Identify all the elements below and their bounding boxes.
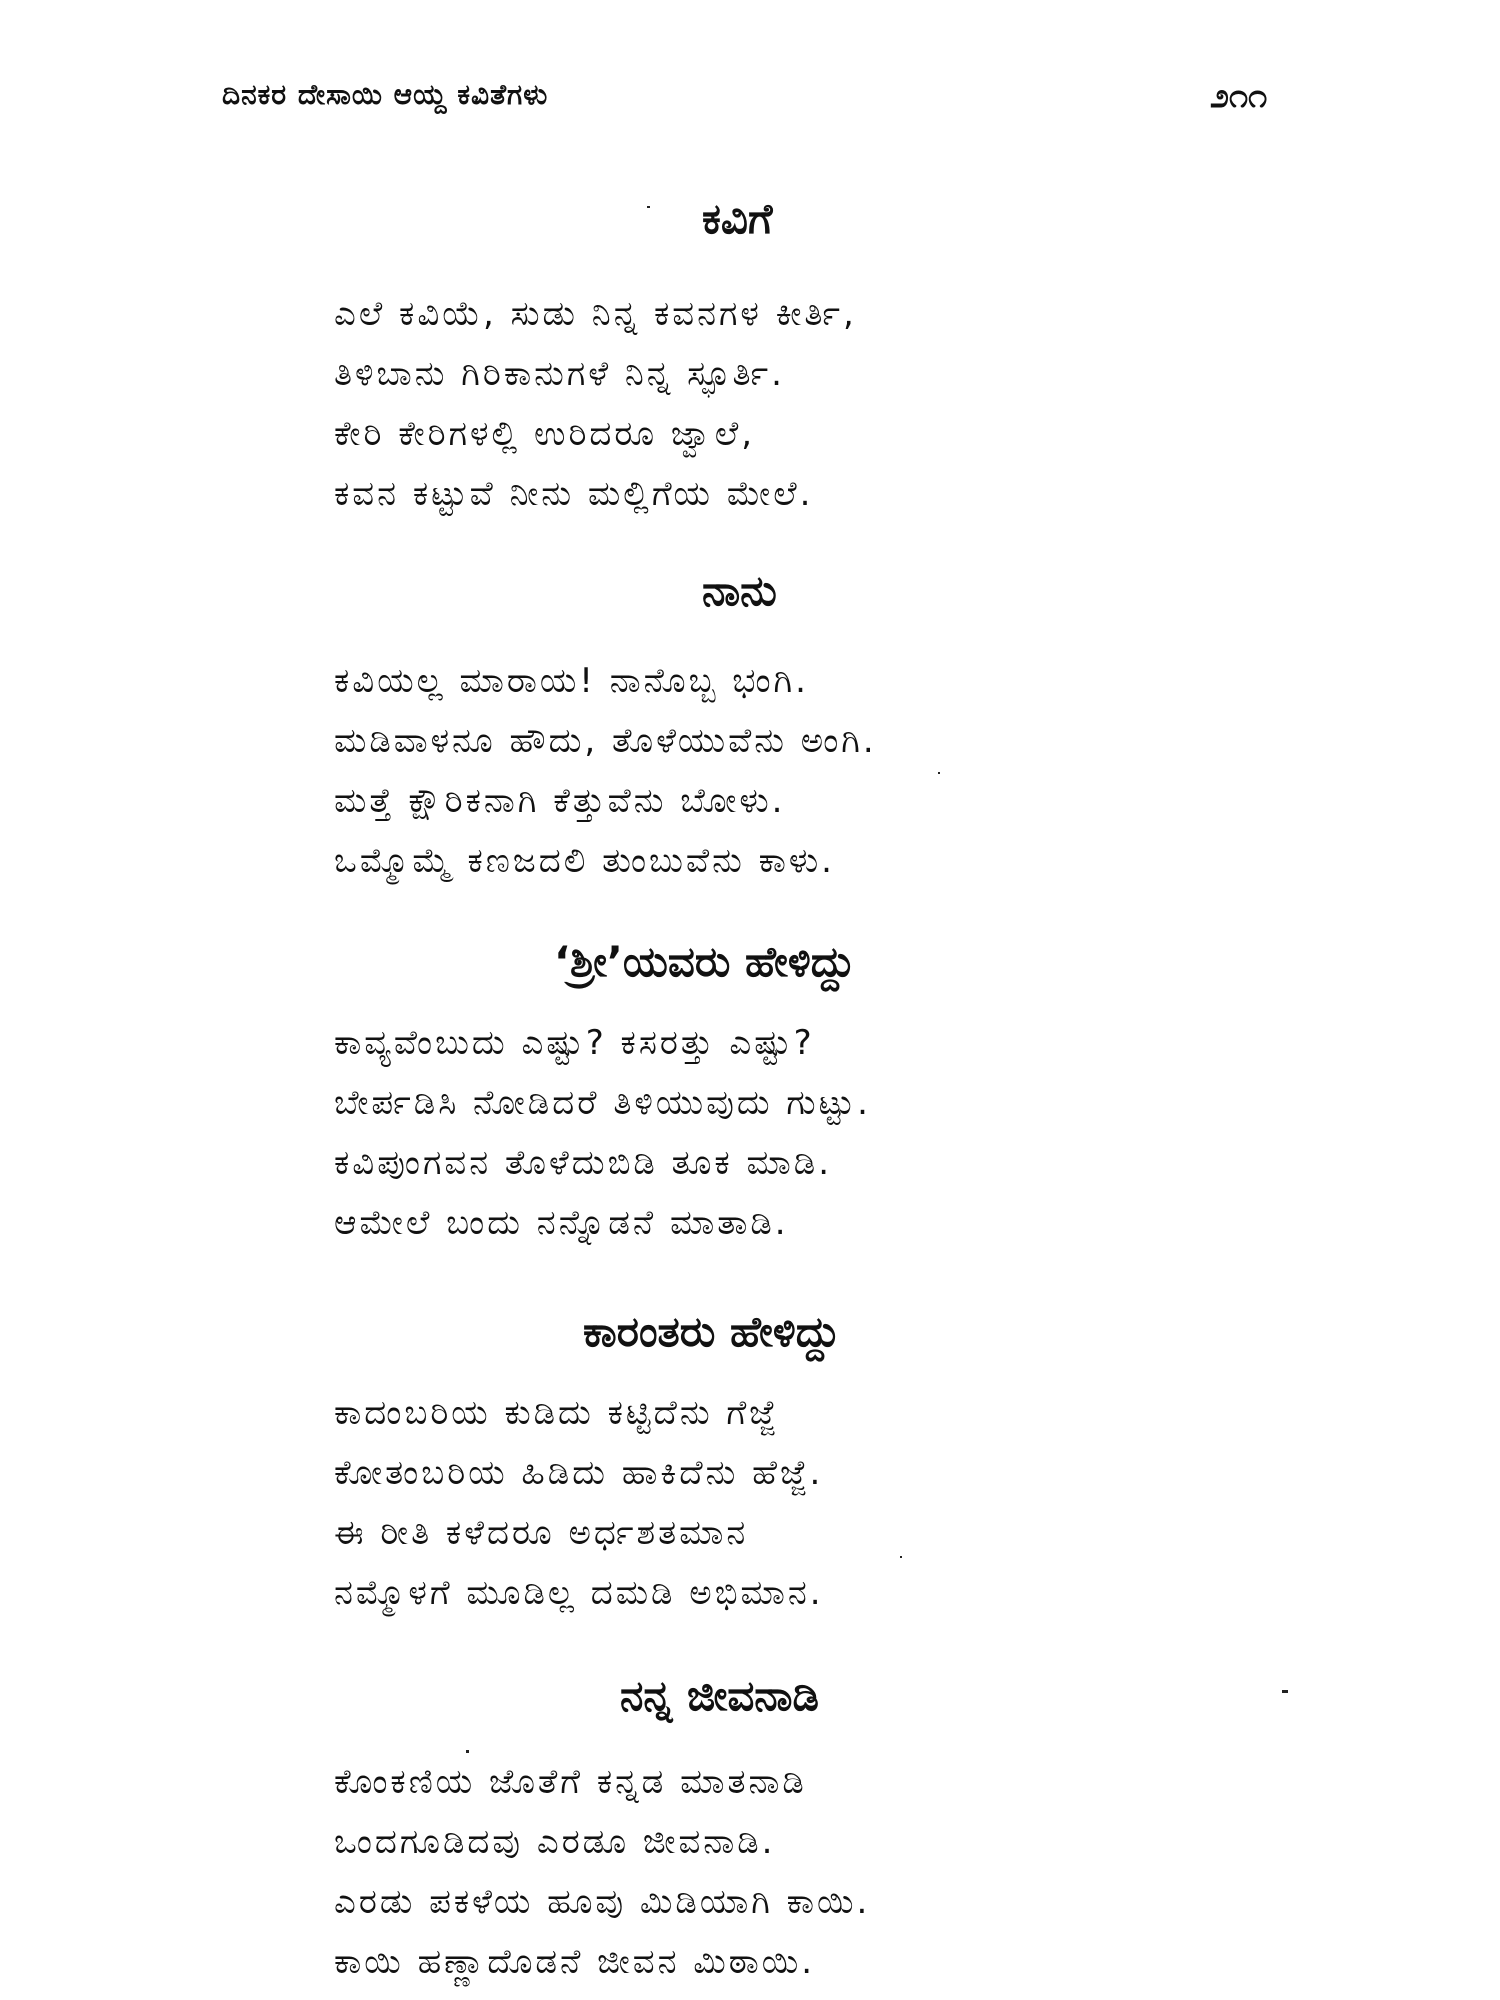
poem-line: ತಿಳಿಬಾನು ಗಿರಿಕಾನುಗಳೆ ನಿನ್ನ ಸ್ಫೂರ್ತಿ. <box>334 354 785 394</box>
poem-title: ಕವಿಗೆ <box>702 194 773 243</box>
poem-title: ನಾನು <box>702 566 777 615</box>
page-number: ೨೧೧ <box>1210 76 1268 116</box>
running-head: ದಿನಕರ ದೇಸಾಯಿ ಆಯ್ದ ಕವಿತೆಗಳು <box>222 78 549 111</box>
poem-line: ಒಂದಗೂಡಿದವು ಎರಡೂ ಜೀವನಾಡಿ. <box>334 1822 776 1862</box>
poem-line: ಕಾಯಿ ಹಣ್ಣಾದೊಡನೆ ಜೀವನ ಮಿಠಾಯಿ. <box>334 1942 816 1982</box>
poem-line: ಮಡಿವಾಳನೂ ಹೌದು, ತೊಳೆಯುವೆನು ಅಂಗಿ. <box>334 721 877 761</box>
poem-line: ಬೇರ್ಪಡಿಸಿ ನೋಡಿದರೆ ತಿಳಿಯುವುದು ಗುಟ್ಟು. <box>334 1083 871 1123</box>
poem-line: ಮತ್ತೆ ಕ್ಷೌರಿಕನಾಗಿ ಕೆತ್ತುವೆನು ಬೋಳು. <box>334 781 786 821</box>
poem-stanza <box>334 1752 870 1992</box>
poem-stanza <box>334 1383 824 1623</box>
scan-speck <box>647 206 650 208</box>
poem-line: ಕೊಂಕಣಿಯ ಜೊತೆಗೆ ಕನ್ನಡ ಮಾತನಾಡಿ <box>334 1762 807 1802</box>
poem-line: ಆಮೇಲೆ ಬಂದು ನನ್ನೊಡನೆ ಮಾತಾಡಿ. <box>334 1203 789 1243</box>
poem-line: ಒಮ್ಮೊಮ್ಮೆ ಕಣಜದಲಿ ತುಂಬುವೆನು ಕಾಳು. <box>334 841 835 881</box>
poem-line: ಈ ರೀತಿ ಕಳೆದರೂ ಅರ್ಧಶತಮಾನ <box>334 1513 749 1553</box>
poem-line: ಎರಡು ಪಕಳೆಯ ಹೂವು ಮಿಡಿಯಾಗಿ ಕಾಯಿ. <box>334 1882 871 1922</box>
poem-line: ಕೋತಂಬರಿಯ ಹಿಡಿದು ಹಾಕಿದೆನು ಹೆಜ್ಜೆ. <box>334 1453 824 1493</box>
poem-line: ಕವನ ಕಟ್ಟುವೆ ನೀನು ಮಲ್ಲಿಗೆಯ ಮೇಲೆ. <box>334 474 814 514</box>
poem-stanza <box>334 284 857 524</box>
poem-line: ನಮ್ಮೊಳಗೆ ಮೂಡಿಲ್ಲ ದಮಡಿ ಅಭಿಮಾನ. <box>334 1573 824 1613</box>
poem-line: ಕವಿಪುಂಗವನ ತೊಳೆದುಬಿಡಿ ತೂಕ ಮಾಡಿ. <box>334 1143 833 1183</box>
scan-speck <box>938 772 940 774</box>
scan-speck <box>900 1556 902 1558</box>
poem-line: ಕವಿಯಲ್ಲ ಮಾರಾಯ! ನಾನೊಬ್ಬ ಭಂಗಿ. <box>334 661 809 701</box>
poem-title: ನನ್ನ ಜೀವನಾಡಿ <box>620 1671 819 1720</box>
poem-title: ‘ಶ್ರೀ’ಯವರು ಹೇಳಿದ್ದು <box>554 937 856 986</box>
scan-speck <box>1282 1690 1288 1693</box>
poem-line: ಕಾವ್ಯವೆಂಬುದು ಎಷ್ಟು? ಕಸರತ್ತು ಎಷ್ಟು? <box>334 1023 815 1063</box>
poem-line: ಎಲೆ ಕವಿಯೆ, ಸುಡು ನಿನ್ನ ಕವನಗಳ ಕೀರ್ತಿ, <box>334 294 857 334</box>
poem-line: ಕೇರಿ ಕೇರಿಗಳಲ್ಲಿ ಉರಿದರೂ ಜ್ವಾಲೆ, <box>334 414 756 454</box>
poem-stanza <box>334 1013 871 1253</box>
poem-title: ಕಾರಂತರು ಹೇಳಿದ್ದು <box>583 1307 841 1356</box>
scan-speck <box>466 1750 469 1753</box>
poem-line: ಕಾದಂಬರಿಯ ಕುಡಿದು ಕಟ್ಟಿದೆನು ಗೆಜ್ಜೆ <box>334 1393 779 1433</box>
poem-stanza <box>334 651 877 891</box>
